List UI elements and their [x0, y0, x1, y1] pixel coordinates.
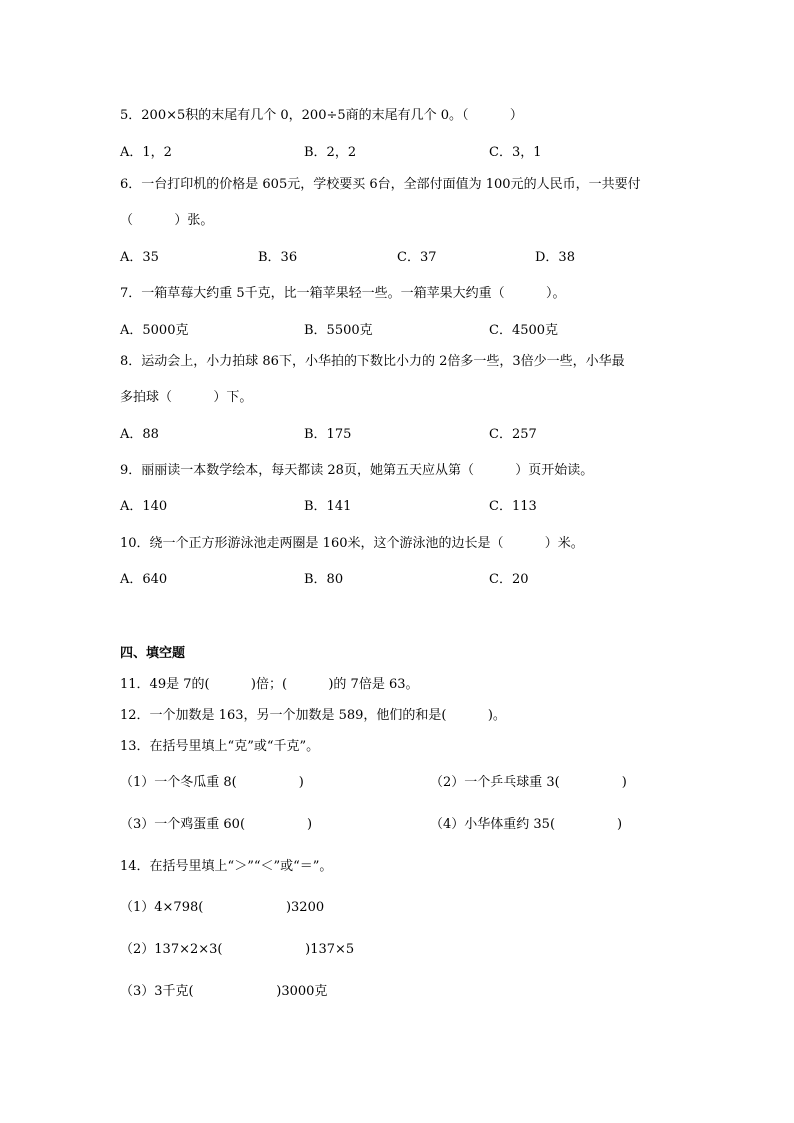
q14-item-3: （3）3千克( )3000克 — [120, 984, 328, 999]
q6-stem-line2: （ ）张。 — [120, 213, 214, 228]
q12-stem: 12．一个加数是 163，另一个加数是 589，他们的和是( )。 — [120, 708, 506, 723]
q5-stem: 5．200×5积的末尾有几个 0，200÷5商的末尾有几个 0。（ ） — [120, 108, 523, 123]
section-heading: 四、填空题 — [120, 646, 186, 661]
q13-item-4: （4）小华体重约 35( ) — [430, 817, 623, 832]
q7-stem: 7．一箱草莓大约重 5千克，比一箱苹果轻一些。一箱苹果大约重（ ）。 — [120, 286, 566, 301]
q6-option-a: A．35 — [120, 250, 159, 265]
q13-item-1: （1）一个冬瓜重 8( ) — [120, 775, 304, 790]
q7-option-a: A．5000克 — [120, 323, 189, 338]
q7-option-c: C．4500克 — [489, 323, 559, 338]
q14-item-1: （1）4×798( )3200 — [120, 900, 325, 915]
q9-option-a: A．140 — [120, 499, 168, 514]
q14-item-2: （2）137×2×3( )137×5 — [120, 942, 355, 957]
q5-option-a: A．1，2 — [120, 145, 172, 160]
q9-stem: 9．丽丽读一本数学绘本，每天都读 28页，她第五天应从第（ ）页开始读。 — [120, 463, 594, 478]
q5-option-c: C．3，1 — [489, 145, 542, 160]
q6-option-c: C．37 — [397, 250, 437, 265]
q13-item-2: （2）一个乒乓球重 3( ) — [430, 775, 627, 790]
q10-stem: 10．绕一个正方形游泳池走两圈是 160米，这个游泳池的边长是（ ）米。 — [120, 536, 584, 551]
q10-option-b: B．80 — [304, 572, 344, 587]
q9-option-b: B．141 — [304, 499, 352, 514]
q5-option-b: B．2，2 — [304, 145, 357, 160]
q10-option-c: C．20 — [489, 572, 529, 587]
q13-stem: 13．在括号里填上“克”或“千克”。 — [120, 739, 320, 754]
q9-option-c: C．113 — [489, 499, 537, 514]
q6-option-d: D．38 — [535, 250, 575, 265]
q10-option-a: A．640 — [120, 572, 168, 587]
q13-item-3: （3）一个鸡蛋重 60( ) — [120, 817, 313, 832]
q7-option-b: B．5500克 — [304, 323, 373, 338]
q8-option-a: A．88 — [120, 427, 159, 442]
q6-stem-line1: 6．一台打印机的价格是 605元，学校要买 6台，全部付面值为 100元的人民币，一共要付 — [120, 177, 641, 192]
q8-stem-line2: 多拍球（ ）下。 — [120, 390, 253, 405]
q8-stem-line1: 8．运动会上，小力拍球 86下，小华拍的下数比小力的 2倍多一些，3倍少一些，小华最 — [120, 354, 625, 369]
q8-option-c: C．257 — [489, 427, 537, 442]
q11-stem: 11．49是 7的( )倍；( )的 7倍是 63。 — [120, 677, 419, 692]
q8-option-b: B．175 — [304, 427, 352, 442]
q14-stem: 14．在括号里填上“＞”“＜”或“＝”。 — [120, 859, 333, 874]
q6-option-b: B．36 — [258, 250, 298, 265]
